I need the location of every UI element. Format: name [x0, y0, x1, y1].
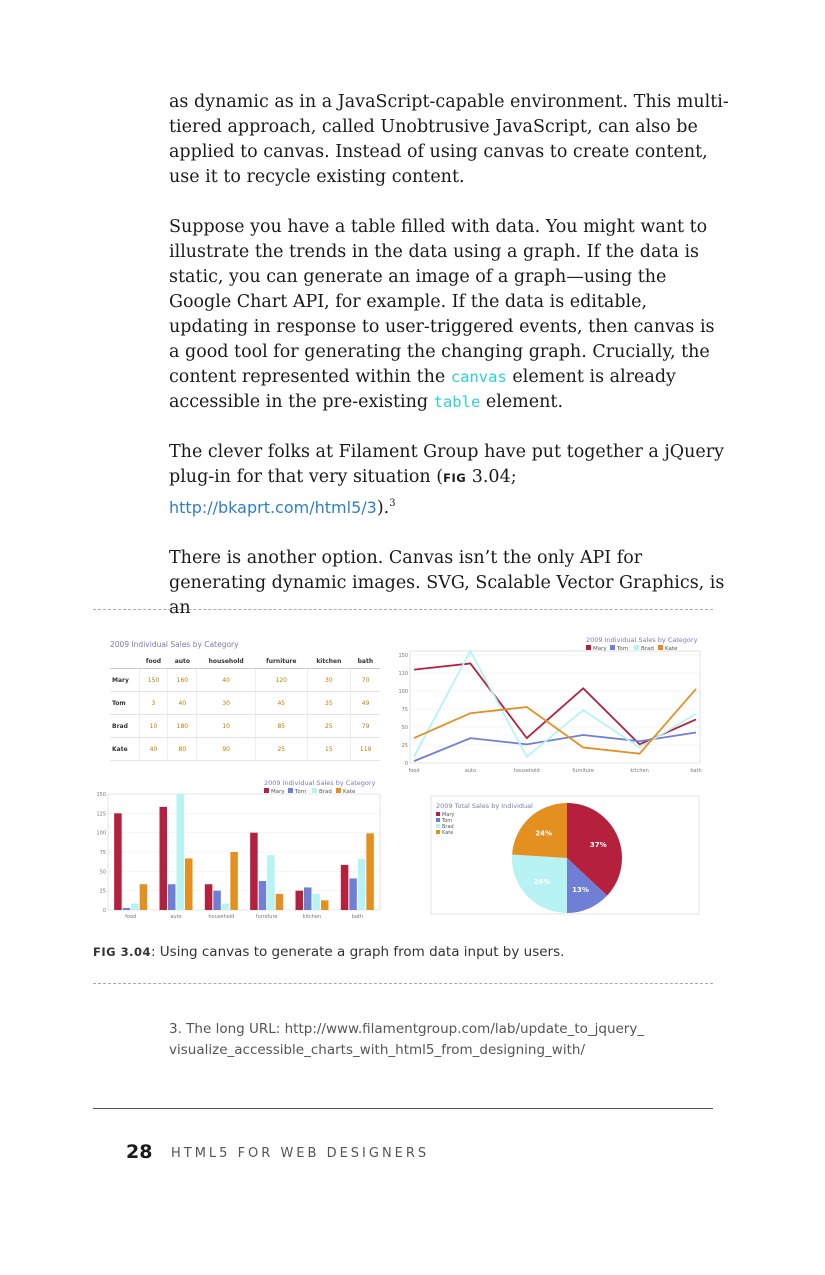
y-tick-label: 25 [401, 743, 408, 749]
table-cell: 40 [197, 669, 256, 692]
bar-kate [321, 900, 329, 910]
bar-tom [168, 884, 176, 910]
x-tick-label: furniture [572, 768, 595, 774]
table-cell: 3 [139, 692, 168, 715]
paragraph-3-a: The clever folks at Filament Group have put together a jQuery plug-in for that very situation ( [169, 442, 725, 487]
table-cell: 160 [168, 669, 197, 692]
bar-tom [349, 878, 357, 910]
legend-label: Kate [665, 646, 678, 652]
sales-table [110, 655, 380, 761]
footnote-ref[interactable]: 3 [389, 498, 396, 509]
figure-pie-chart [430, 795, 705, 920]
page-number: 28 [126, 1141, 153, 1163]
paragraph-2-b: element is already accessible in the pre-existing [169, 367, 676, 412]
footer-rule [93, 1108, 713, 1109]
legend-label: Tom [442, 818, 453, 824]
paragraph-2 [169, 215, 729, 415]
footnote-line-2: visualize_accessible_charts_with_html5_from_designing_with/ [169, 1042, 585, 1058]
bar-brad [313, 894, 321, 910]
y-tick-label: 150 [398, 653, 408, 659]
table-cell: 150 [139, 669, 168, 692]
bar-kate [230, 852, 238, 910]
fig-num: 3.04; [466, 467, 517, 487]
table-row-header: Mary [110, 669, 139, 692]
bar-tom [304, 887, 312, 910]
y-tick-label: 75 [99, 850, 106, 856]
figure-top-divider [93, 609, 713, 610]
legend-label: Tom [617, 646, 629, 652]
y-tick-label: 50 [99, 869, 106, 876]
footnote [169, 1019, 689, 1061]
table-body [110, 669, 380, 761]
table-cell: 30 [307, 669, 351, 692]
body-text [169, 90, 729, 646]
pie-label: 13% [572, 885, 589, 894]
table-row-header: Kate [110, 738, 139, 761]
bar-mary [296, 891, 304, 910]
y-tick-label: 50 [401, 725, 408, 731]
bar-tom [213, 891, 221, 910]
bar-mary [250, 833, 258, 910]
paragraph-1: as dynamic as in a JavaScript-capable environment. This multi-tiered approach, called Unobtrusive JavaScript, can also be applied to canvas. Instead of using canvas to create content, use it to recycle existing content. [169, 92, 729, 187]
legend-label: Mary [593, 646, 607, 652]
legend-swatch [436, 824, 440, 828]
table-cell: 10 [139, 715, 168, 738]
table-header-row [110, 655, 380, 669]
bar-kate [366, 833, 374, 910]
table-title: 2009 Individual Sales by Category [110, 640, 239, 649]
table-row [110, 692, 380, 715]
bar-kate [276, 894, 284, 910]
legend-swatch [436, 818, 440, 822]
legend-label: Brad [319, 789, 332, 795]
caption-text: : Using canvas to generate a graph from data input by users. [150, 944, 565, 960]
x-tick-label: bath [690, 768, 702, 774]
table-header-cell: household [197, 655, 256, 669]
bkaprt-link[interactable]: http://bkaprt.com/html5/3 [169, 497, 377, 517]
table-cell: 40 [168, 692, 197, 715]
table-header-cell: auto [168, 655, 197, 669]
table-row-header: Brad [110, 715, 139, 738]
table-cell: 10 [197, 715, 256, 738]
legend-swatch [610, 645, 615, 650]
chart-title: 2009 Individual Sales by Category [264, 779, 376, 787]
bar-mary [114, 813, 122, 910]
table-row [110, 715, 380, 738]
legend-swatch [264, 788, 269, 793]
x-tick-label: kitchen [302, 914, 322, 920]
legend-swatch [634, 645, 639, 650]
paragraph-2-c: element. [480, 392, 564, 412]
table-row-header: Tom [110, 692, 139, 715]
x-tick-label: household [208, 914, 235, 920]
y-tick-label: 150 [96, 792, 106, 798]
legend-label: Mary [271, 789, 285, 795]
x-tick-label: kitchen [630, 768, 649, 774]
table-cell: 25 [307, 715, 351, 738]
caption-label: FIG 3.04 [93, 945, 151, 959]
y-tick-label: 0 [404, 761, 408, 767]
x-tick-label: food [125, 914, 137, 920]
bar-brad [358, 859, 366, 910]
legend-label: Brad [641, 646, 654, 652]
table-cell: 80 [168, 738, 197, 761]
legend-swatch [288, 788, 293, 793]
footnote-line-1: 3. The long URL: http://www.filamentgroup.com/lab/update_to_jquery_ [169, 1021, 645, 1037]
table-cell: 119 [351, 738, 380, 761]
legend-swatch [336, 788, 341, 793]
y-tick-label: 25 [99, 888, 106, 895]
bar-brad [267, 855, 275, 910]
table-cell: 180 [168, 715, 197, 738]
bar-tom [259, 881, 267, 910]
code-table: table [433, 393, 481, 411]
table-header-cell: food [139, 655, 168, 669]
table-cell: 79 [351, 715, 380, 738]
table-cell: 35 [307, 692, 351, 715]
legend-swatch [586, 645, 591, 650]
table-cell: 70 [351, 669, 380, 692]
table-header-cell: kitchen [307, 655, 351, 669]
legend-label: Kate [343, 789, 356, 795]
figure-caption [93, 944, 713, 960]
bar-kate [140, 884, 148, 910]
legend-swatch [658, 645, 663, 650]
figure-data-table [110, 640, 380, 761]
pie-chart [430, 795, 705, 920]
table-header-cell: bath [351, 655, 380, 669]
table-cell: 25 [255, 738, 307, 761]
figure-bar-chart [90, 778, 385, 923]
x-tick-label: food [408, 768, 420, 774]
x-tick-label: auto [464, 768, 477, 774]
paragraph-3 [169, 440, 729, 521]
table-cell: 40 [139, 738, 168, 761]
table-row [110, 738, 380, 761]
table-cell: 90 [197, 738, 256, 761]
legend-swatch [312, 788, 317, 793]
pie-label: 24% [535, 829, 553, 838]
table-cell: 45 [255, 692, 307, 715]
y-tick-label: 110 [398, 671, 408, 677]
bar-brad [177, 794, 185, 910]
table-cell: 85 [255, 715, 307, 738]
y-tick-label: 100 [398, 689, 408, 695]
legend-swatch [436, 830, 440, 834]
paragraph-4: There is another option. Canvas isn’t the only API for generating dynamic images. SVG, Scalable Vector Graphics, is an [169, 547, 725, 618]
y-tick-label: 100 [96, 830, 106, 837]
bar-tom [123, 908, 131, 910]
code-canvas: canvas [450, 368, 507, 386]
bar-brad [131, 904, 139, 910]
legend-swatch [436, 812, 440, 816]
table-cell: 120 [255, 669, 307, 692]
bar-kate [185, 858, 193, 910]
y-tick-label: 125 [96, 811, 106, 818]
y-tick-label: 0 [102, 908, 106, 914]
chart-title: 2009 Individual Sales by Category [586, 636, 698, 644]
paragraph-3-c: ). [376, 497, 390, 518]
table-cell: 49 [351, 692, 380, 715]
table-cell: 30 [197, 692, 256, 715]
bar-chart [90, 778, 385, 923]
y-tick-label: 75 [401, 707, 408, 713]
figure-bottom-divider [93, 983, 713, 984]
legend-label: Mary [442, 812, 455, 818]
bar-mary [160, 807, 168, 910]
running-title: HTML5 FOR WEB DESIGNERS [171, 1146, 430, 1161]
table-header-cell [110, 655, 139, 669]
legend-label: Brad [442, 824, 454, 830]
legend-label: Tom [295, 789, 307, 795]
table-cell: 15 [307, 738, 351, 761]
x-tick-label: furniture [255, 914, 278, 920]
pie-label: 26% [533, 877, 551, 886]
bar-mary [341, 865, 349, 910]
fig-ref: FIG [443, 471, 467, 485]
paragraph-2-a: Suppose you have a table filled with data. You might want to illustrate the trends in the data using a graph. If the data is static, you can generate an image of a graph—using the Google Chart API, for example. If the data is editable, updating in response to user-triggered events, then canvas is a good tool for generating the changing graph. Crucially, the content represented within the [169, 217, 715, 387]
table-header-cell: furniture [255, 655, 307, 669]
table-row [110, 669, 380, 692]
legend-label: Kate [442, 830, 454, 836]
bar-brad [222, 904, 230, 910]
bar-mary [205, 884, 213, 910]
plot-area [410, 651, 700, 763]
x-tick-label: bath [351, 914, 364, 920]
chart-title: 2009 Total Sales by Individual [436, 802, 533, 810]
figure-line-chart [396, 633, 706, 778]
pie-label: 37% [589, 840, 607, 849]
line-chart [396, 633, 706, 778]
x-tick-label: auto [170, 914, 182, 920]
x-tick-label: household [513, 768, 540, 774]
